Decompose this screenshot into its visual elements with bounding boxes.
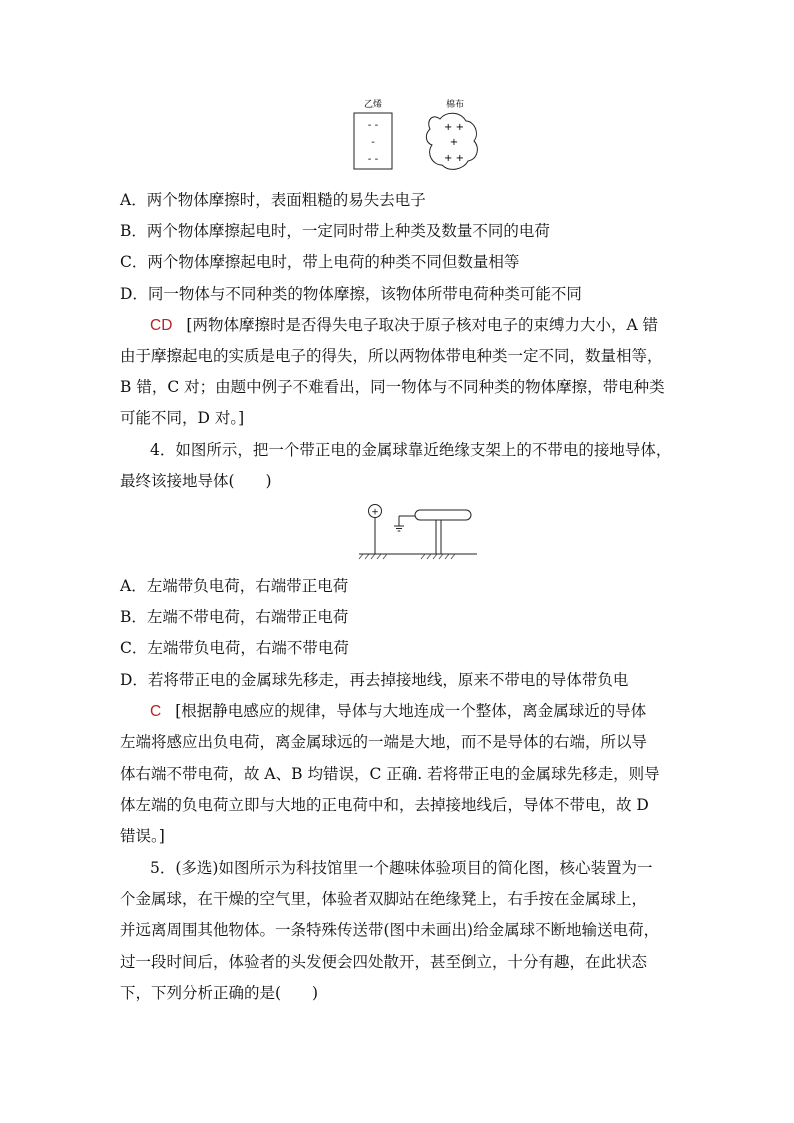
q5-stem-line-3: 并远离周围其他物体。一条特殊传送带(图中未画出)给金属球不断地输送电荷， (120, 921, 660, 939)
q5-stem-line-5: 下，下列分析正确的是( ) (120, 984, 319, 1002)
label-polyethylene: 乙烯 (363, 100, 383, 110)
pos-signs-mid: + (449, 137, 459, 148)
q3-option-c: C．两个物体摩擦起电时，带上电荷的种类不同但数量相等 (120, 253, 520, 271)
q5-stem-line-2: 个金属球，在干燥的空气里，体验者双脚站在绝缘凳上，右手按在金属球上， (120, 890, 648, 908)
q3-explanation-line-1 (150, 315, 658, 336)
q5-stem-line-1: 5．(多选)如图所示为科技馆里一个趣味体验项目的简化图，核心装置为一 (150, 859, 653, 877)
label-cotton: 棉布 (445, 100, 465, 110)
q3-option-b: B．两个物体摩擦起电时，一定同时带上种类及数量不同的电荷 (120, 222, 550, 240)
q4-option-a: A．左端带负电荷，右端带正电荷 (120, 577, 349, 595)
q4-option-c: C．左端带负电荷，右端不带电荷 (120, 639, 349, 657)
q3-explanation-line-3: B 错，C 对；由题中例子不难看出，同一物体与不同种类的物体摩擦，带电种类 (120, 378, 665, 396)
q4-stem-line-2: 最终该接地导体( ) (120, 472, 272, 490)
q3-explanation-text-1: [两物体摩擦时是否得失电子取决于原子核对电子的束缚力大小，A 错 (186, 316, 659, 334)
q3-option-a: A．两个物体摩擦时，表面粗糙的易失去电子 (120, 191, 426, 209)
pos-signs-bottom: + + (444, 153, 464, 164)
q4-explanation-line-2: 左端将感应出负电荷，离金属球远的一端是大地，而不是导体的右端，所以导 (120, 733, 648, 751)
pos-signs-top: + + (444, 122, 464, 133)
ground-hatching (359, 554, 455, 559)
conductor-rod (415, 510, 471, 520)
q4-explanation-line-5: 错误。] (120, 827, 165, 845)
q5-stem-line-4: 过一段时间后，体验者的头发便会四处散开，甚至倒立，十分有趣，在此状态 (120, 953, 648, 971)
q4-explanation-line-3: 体右端不带电荷，故 A、B 均错误，C 正确. 若将带正电的金属球先移走，则导 (120, 765, 660, 783)
q3-explanation-line-2: 由于摩擦起电的实质是电子的得失，所以两物体带电种类一定不同，数量相等， (120, 347, 663, 365)
neg-signs-bottom: - - (367, 154, 379, 165)
q4-option-d: D．若将带正电的金属球先移走，再去掉接地线，原来不带电的导体带负电 (120, 671, 629, 689)
figure-grounded-conductor (355, 502, 485, 564)
q4-stem-line-1: 4．如图所示，把一个带正电的金属球靠近绝缘支架上的不带电的接地导体， (150, 441, 672, 459)
q4-explanation-line-1 (150, 701, 646, 722)
q4-explanation-text-1: [根据静电感应的规律，导体与大地连成一个整体，离金属球近的导体 (175, 702, 647, 720)
q3-explanation-line-4: 可能不同，D 对。] (120, 409, 245, 427)
q3-answer: CD (150, 317, 173, 334)
q4-explanation-line-4: 体左端的负电荷立即与大地的正电荷中和，去掉接地线后，导体不带电，故 D (120, 796, 649, 814)
neg-signs-top: - - (367, 120, 379, 131)
q4-answer: C (150, 703, 162, 720)
neg-signs-mid: - (371, 137, 375, 148)
figure-friction-charges (340, 95, 500, 175)
sphere-charge-sign: + (371, 507, 379, 518)
q4-option-b: B．左端不带电荷，右端带正电荷 (120, 608, 349, 626)
q3-option-d: D．同一物体与不同种类的物体摩擦，该物体所带电荷种类可能不同 (120, 285, 582, 303)
